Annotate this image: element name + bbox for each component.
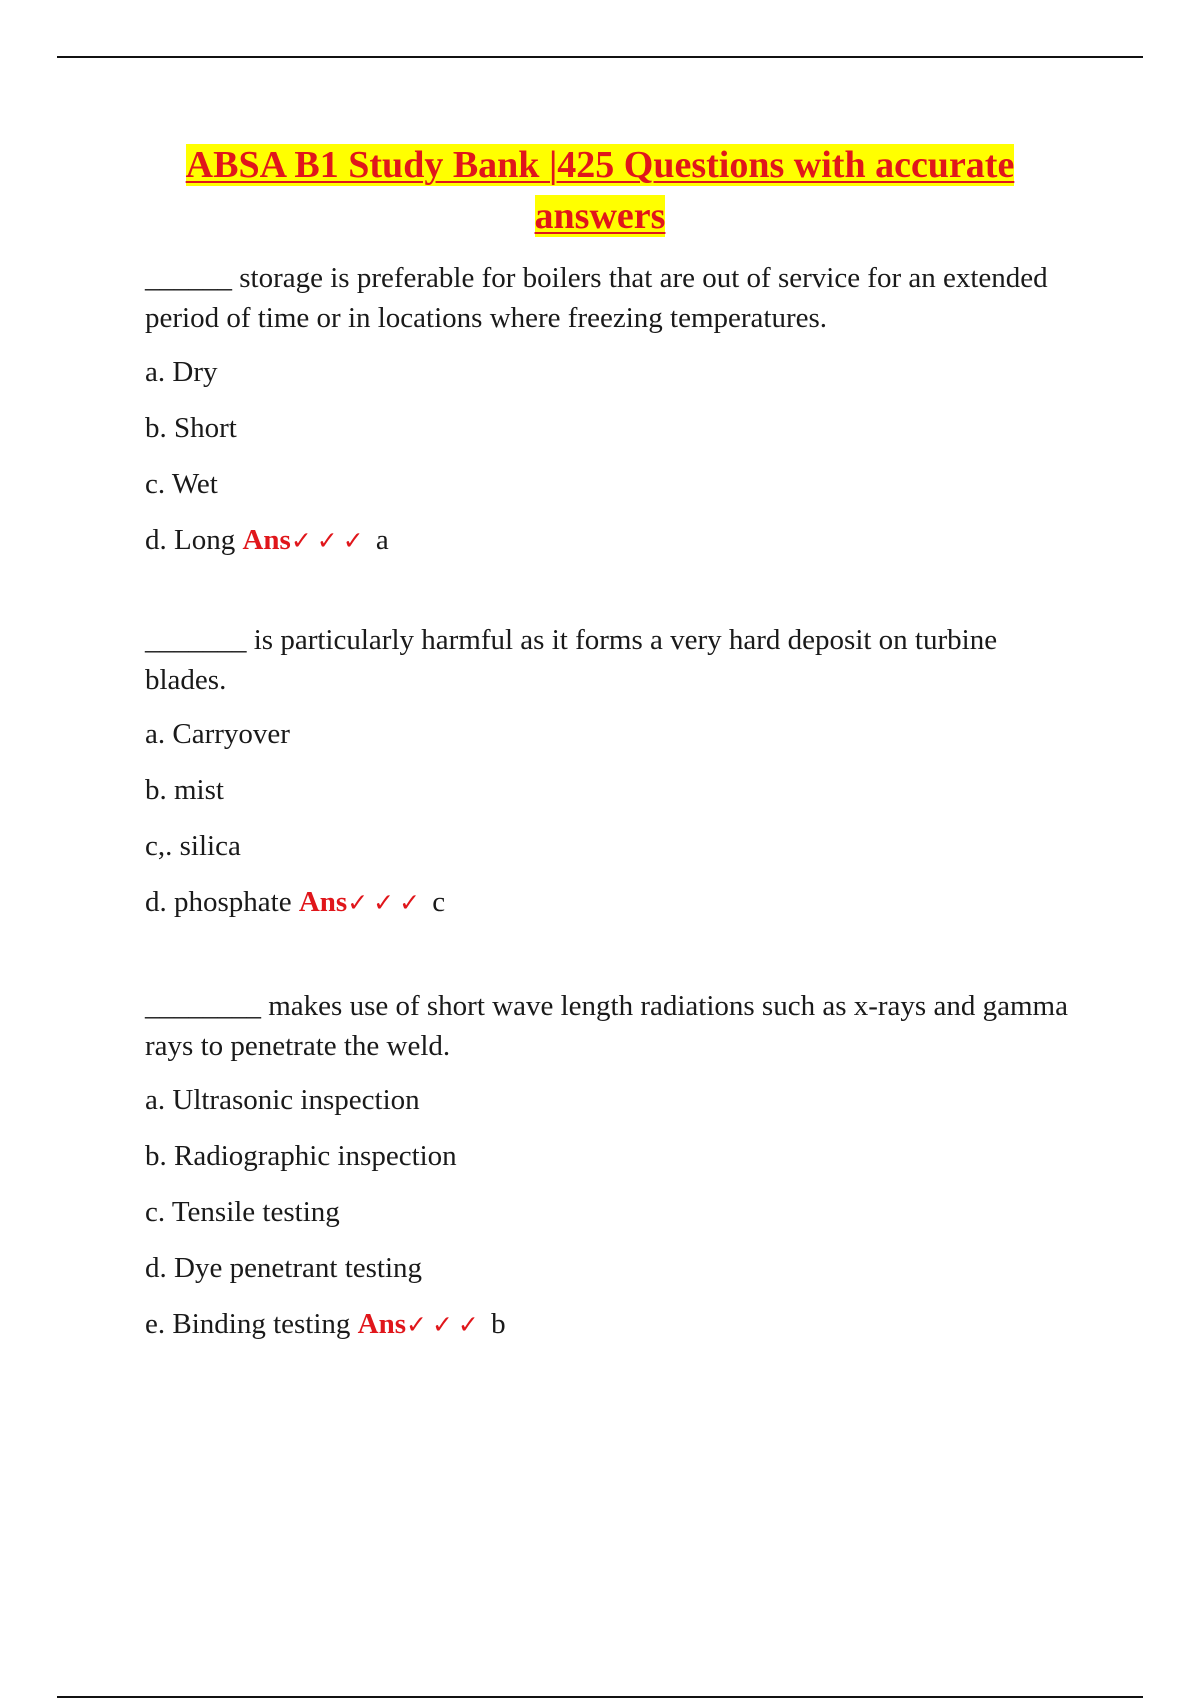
option-list: [145, 706, 1085, 930]
header-rule: [57, 56, 1143, 58]
title-line-2: answers: [534, 195, 666, 237]
answer-value: b: [491, 1308, 506, 1340]
option-list: [145, 344, 1085, 568]
option-item: b. Short: [145, 412, 237, 444]
question-block: [145, 620, 1085, 930]
answer-value: c: [432, 886, 446, 918]
question-block: [145, 258, 1085, 568]
option-item: c. Tensile testing: [145, 1196, 340, 1228]
option-item: a. Carryover: [145, 718, 290, 750]
option-item: c. Wet: [145, 468, 218, 500]
checkmark-icon: ✓✓✓: [290, 526, 369, 555]
question-block: [145, 986, 1085, 1352]
checkmark-icon: ✓✓✓: [347, 888, 426, 917]
option-text: d. phosphate: [145, 886, 292, 918]
question-prompt: _______ is particularly harmful as it forms a very hard deposit on turbine blades.: [145, 624, 998, 696]
question-list: [145, 258, 1085, 1352]
answer-label: Ans: [357, 1308, 407, 1340]
option-item: b. Radiographic inspection: [145, 1140, 457, 1172]
option-item: d. Dye penetrant testing: [145, 1252, 423, 1284]
checkmark-icon: ✓✓✓: [406, 1310, 484, 1339]
title-line-1: ABSA B1 Study Bank |425 Questions with accurate: [185, 144, 1015, 186]
option-item: a. Ultrasonic inspection: [145, 1084, 420, 1116]
option-item-with-answer: [145, 1296, 1085, 1352]
answer-label: Ans: [298, 886, 348, 918]
option-item: a. Dry: [145, 356, 218, 388]
option-item: c,. silica: [145, 830, 241, 862]
option-item-with-answer: [145, 512, 1085, 568]
option-text: d. Long: [145, 524, 236, 556]
question-prompt: ________ makes use of short wave length radiations such as x-rays and gamma rays to penetrate the weld.: [145, 990, 1068, 1062]
footer-rule: [57, 1696, 1143, 1698]
document-title: [100, 140, 1100, 242]
option-text: e. Binding testing: [145, 1308, 351, 1340]
option-item: b. mist: [145, 774, 224, 806]
answer-value: a: [375, 524, 389, 556]
question-prompt: ______ storage is preferable for boilers that are out of service for an extended period of time or in locations where freezing temperatures.: [145, 262, 1048, 334]
option-item-with-answer: [145, 874, 1085, 930]
answer-label: Ans: [242, 524, 291, 556]
option-list: [145, 1072, 1085, 1352]
